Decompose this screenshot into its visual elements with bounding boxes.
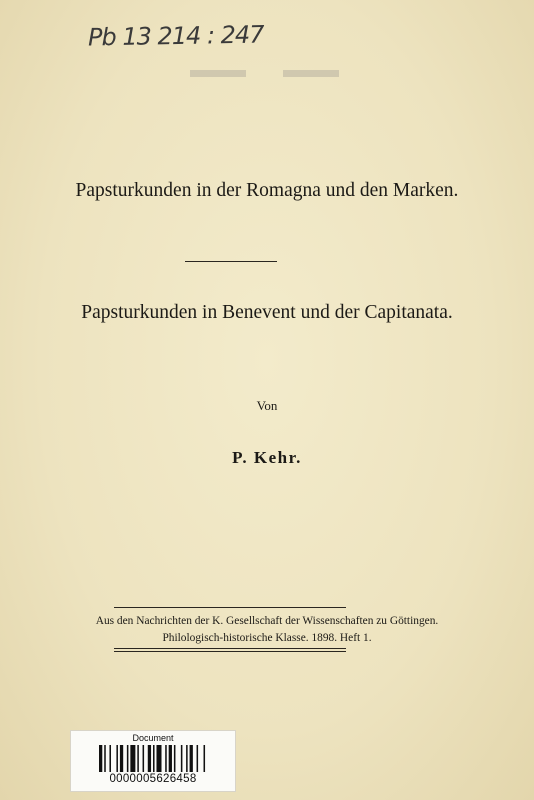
title-romagna: Papsturkunden in der Romagna und den Marken. xyxy=(75,180,459,201)
barcode-bar xyxy=(143,745,145,772)
imprint-rule-top xyxy=(114,607,346,608)
imprint-line-1: Aus den Nachrichten der K. Gesellschaft der Wissenschaften zu Göttingen. xyxy=(95,615,439,627)
title-divider xyxy=(185,261,277,262)
barcode-bar xyxy=(169,745,172,772)
handwritten-shelfmark: Pb 13 214 : 247 xyxy=(87,20,264,52)
barcode-bar xyxy=(120,745,123,772)
barcode-bar xyxy=(197,745,199,772)
barcode-bar xyxy=(204,745,206,772)
barcode-graphic xyxy=(99,745,207,772)
barcode-bar xyxy=(137,745,139,772)
barcode-caption: Document xyxy=(132,733,174,743)
barcode-bar xyxy=(153,745,155,772)
barcode-bar xyxy=(130,745,135,772)
barcode-bar xyxy=(186,745,188,772)
barcode-bar xyxy=(165,745,167,772)
author-name: P. Kehr. xyxy=(232,448,302,467)
barcode-bar xyxy=(99,745,102,772)
barcode-bar xyxy=(156,745,161,772)
barcode-bar xyxy=(127,745,129,772)
imprint-rule-bottom xyxy=(114,648,346,649)
barcode-label xyxy=(70,730,236,792)
faded-stamp-mark xyxy=(190,70,246,77)
barcode-number: 0000005626458 xyxy=(109,773,197,785)
barcode-bar xyxy=(116,745,118,772)
imprint-line-2: Philologisch-historische Klasse. 1898. Heft 1. xyxy=(162,632,372,644)
byline: Von xyxy=(256,398,278,413)
barcode-bar xyxy=(148,745,151,772)
barcode-bar xyxy=(190,745,193,772)
barcode-bar xyxy=(104,745,106,772)
barcode-bar xyxy=(174,745,176,772)
barcode-bar xyxy=(181,745,183,772)
title-benevent: Papsturkunden in Benevent und der Capitanata. xyxy=(81,302,453,323)
barcode-bar xyxy=(109,745,111,772)
imprint-rule-bottom-double xyxy=(114,651,346,652)
faded-stamp-mark xyxy=(283,70,339,77)
